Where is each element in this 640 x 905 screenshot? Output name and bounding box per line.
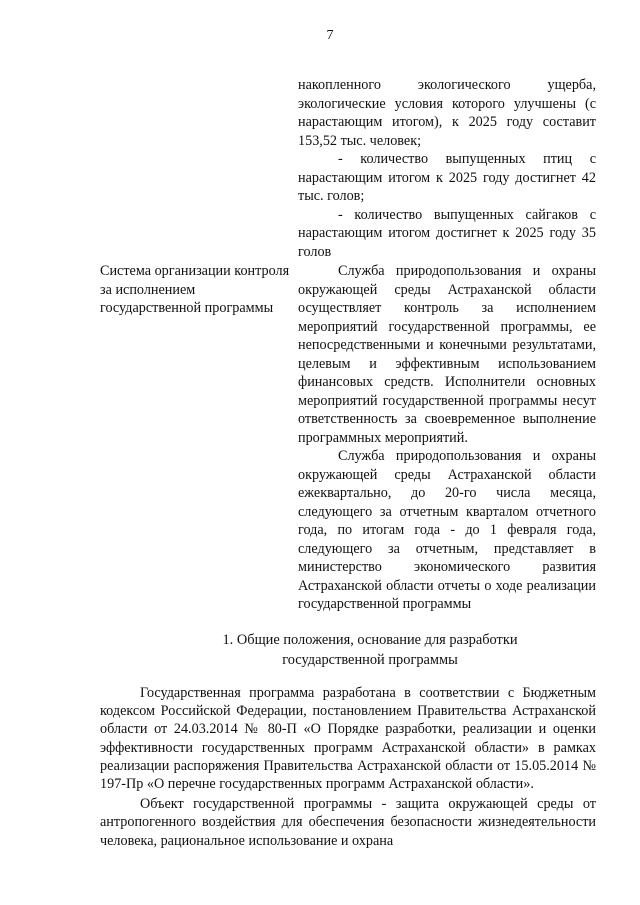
control-system-cell (298, 262, 596, 614)
section-paragraph-2: Объект государственной программы - защита окружающей среды от антропогенного воздействия для обеспечения безопасности жизнедеятельности человека, рациональное использование и охрана (100, 796, 596, 849)
control-paragraph-2: Служба природопользования и охраны окружающей среды Астраханской области ежеквартально, до 20-го числа месяца, следующего за отчетным кварталом отчетного года, по итогам года - до 1 февраля года, следующего за отчетным, представляет в министерство экономического развития Астраханской области отчеты о ходе реализации государственной программы (298, 448, 596, 612)
page-number: 7 (326, 28, 334, 43)
passport-results-cell (298, 76, 596, 261)
results-paragraph-2: - количество выпущенных птиц с нарастающим итогом к 2025 году достигнет 42 тыс. голов; (298, 151, 596, 204)
section-heading-line-2: государственной программы (282, 652, 458, 668)
control-system-label: Система организации контроля за исполнением государственной программы (100, 263, 290, 316)
results-paragraph-3: - количество выпущенных сайгаков с нарастающим итогом достигнет к 2025 году 35 голов (298, 206, 596, 260)
control-paragraph-1: Служба природопользования и охраны окружающей среды Астраханской области осуществляет контроль за исполнением мероприятий государственной программы, ее непосредственными и конечными результатами, целевым и эффективным использованием финансовых средств. Исполнители основных мероприятий государственной программы несут ответственность за своевременное выполнение программных мероприятий. (298, 263, 596, 446)
section-heading-line-1: 1. Общие положения, основание для разработки (222, 632, 518, 648)
section-heading (100, 630, 640, 670)
section-paragraph-1: Государственная программа разработана в соответствии с Бюджетным кодексом Российской Федерации, постановлением Правительства Астраханской области от 24.03.2014 № 80-П «О Порядке разработки, реализации и оценки эффективности государственных программ Астраханской области» в рамках реализации распоряжения Правительства Астраханской области от 15.05.2014 № 197-Пр «О перечне государственных программ Астраханской области». (100, 685, 596, 793)
results-paragraph-1: накопленного экологического ущерба, экологические условия которого улучшены (с нарастающим итогом), к 2025 году составит 153,52 тыс. человек; (298, 77, 596, 149)
section-body (100, 684, 596, 850)
